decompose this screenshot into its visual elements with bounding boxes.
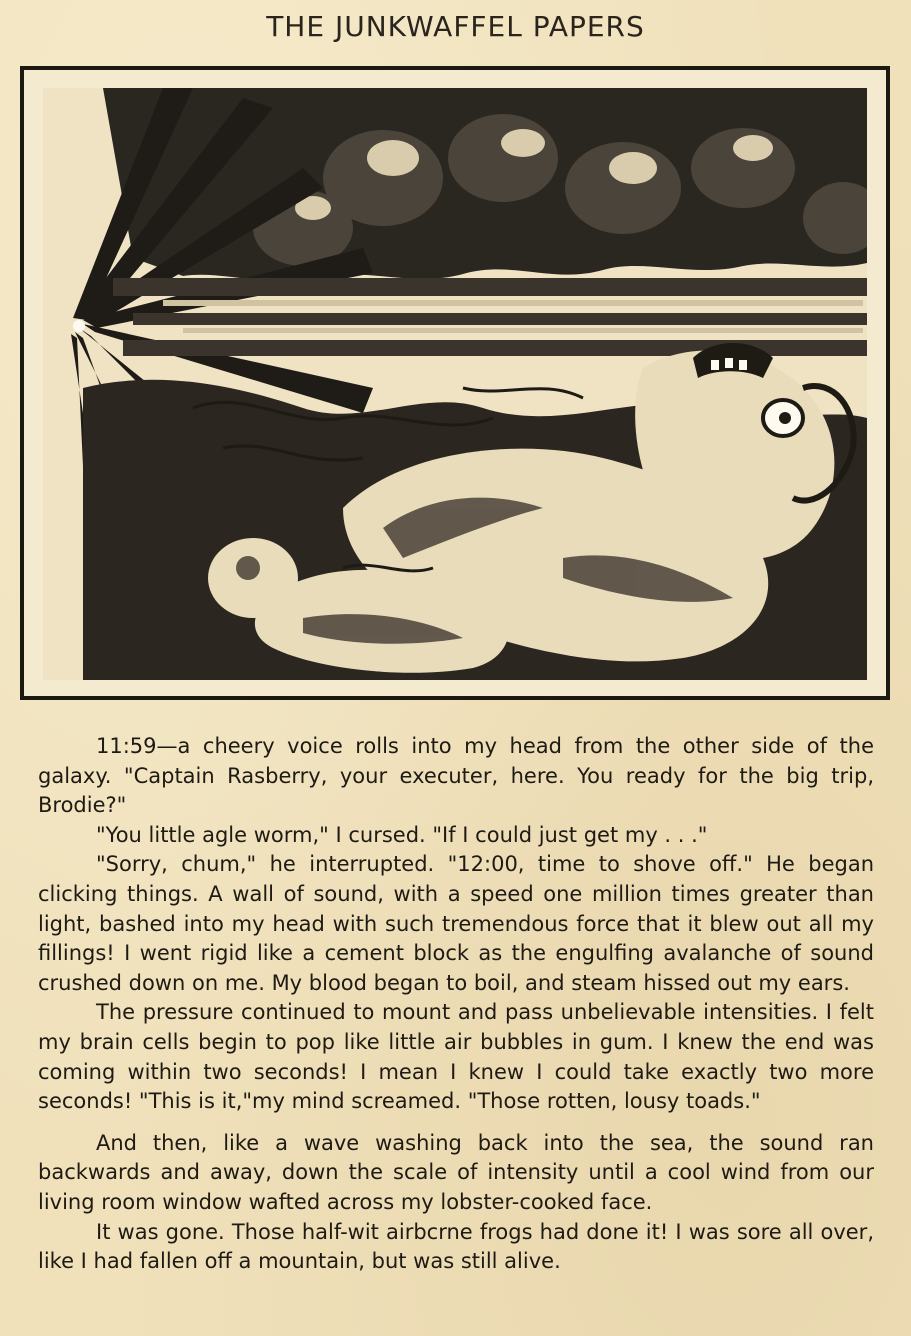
- story-paragraph: And then, like a wave washing back into the sea, the sound ran backwards and away, down the scale of intensity until a cool wind from our living room window wafted across my lobster-cooked face.: [38, 1130, 874, 1214]
- story-paragraph: 11:59—a cheery voice rolls into my head from the other side of the galaxy. "Captain Rasberry, your executer, here. You ready for the big trip, Brodie?": [38, 734, 874, 818]
- story-paragraph: The pressure continued to mount and pass unbelievable intensities. I felt my brain cells begin to pop like little air bubbles in gum. I knew the end was coming within two seconds! I mean I knew I could take exactly two more seconds! "This is it,"my mind screamed. "Those rotten, lousy toads.": [38, 1000, 874, 1114]
- page-title: THE JUNKWAFFEL PAPERS: [266, 10, 645, 43]
- story-paragraph: "Sorry, chum," he interrupted. "12:00, time to shove off." He began clicking things. A wall of sound, with a speed one million times greater than light, bashed into my head with such tremendous force that it blew out all my fillings! I went rigid like a cement block as the engulfing avalanche of sound crushed down on me. My blood began to boil, and steam hissed out my ears.: [38, 852, 874, 995]
- story-paragraph: It was gone. Those half-wit airbcrne frogs had done it! I was sore all over, like I had fallen off a mountain, but was still alive.: [38, 1219, 874, 1274]
- story-paragraph: "You little agle worm," I cursed. "If I could just get my . . .": [96, 822, 708, 847]
- illustration-frame: [20, 66, 890, 700]
- comic-illustration-icon: [43, 88, 867, 680]
- story-text: [38, 732, 874, 1277]
